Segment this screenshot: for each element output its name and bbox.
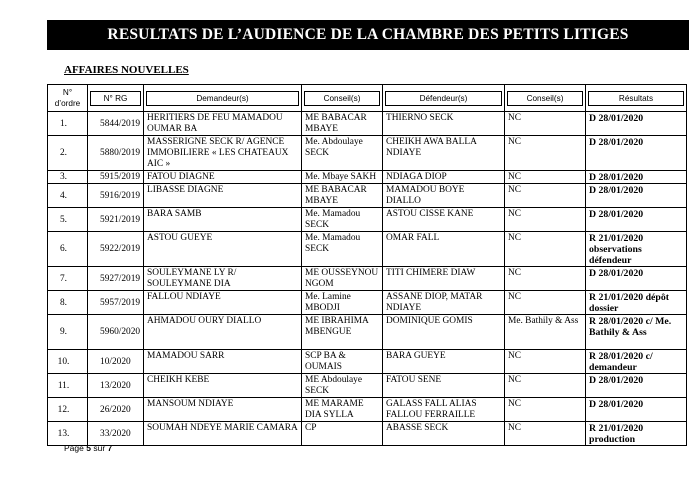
- cell-demandeur: FALLOU NDIAYE: [144, 291, 302, 315]
- cell-conseil-demandeur: ME Abdoulaye SECK: [302, 374, 383, 398]
- cell-defendeur: OMAR FALL: [383, 232, 505, 267]
- cell-demandeur: MANSOUM NDIAYE: [144, 398, 302, 422]
- cell-conseil-demandeur: ME MARAME DIA SYLLA: [302, 398, 383, 422]
- cell-conseil-defendeur: NC: [505, 350, 586, 374]
- page-of-label: sur: [93, 443, 106, 453]
- cell-rg: 5957/2019: [88, 291, 144, 315]
- cell-conseil-demandeur: Me. Abdoulaye SECK: [302, 136, 383, 171]
- cell-order: 2.: [48, 136, 88, 171]
- cell-demandeur: FATOU DIAGNE: [144, 171, 302, 184]
- cell-resultat: R 28/01/2020 c/ Me. Bathily & Ass: [586, 315, 687, 350]
- cell-demandeur: SOULEYMANE LY R/ SOULEYMANE DIA: [144, 267, 302, 291]
- table-row: [48, 267, 687, 291]
- cell-defendeur: TITI CHIMERE DIAW: [383, 267, 505, 291]
- page-label: Page: [64, 443, 84, 453]
- cell-demandeur: CHEIKH KEBE: [144, 374, 302, 398]
- cell-defendeur: ABASSE SECK: [383, 422, 505, 446]
- cell-conseil-defendeur: NC: [505, 208, 586, 232]
- cell-resultat: D 28/01/2020: [586, 136, 687, 171]
- cell-conseil-defendeur: NC: [505, 136, 586, 171]
- cell-conseil-demandeur: CP: [302, 422, 383, 446]
- cell-order: 11.: [48, 374, 88, 398]
- cell-conseil-demandeur: ME BABACAR MBAYE: [302, 112, 383, 136]
- table-row: [48, 398, 687, 422]
- col-header-label: Conseil(s): [507, 91, 583, 106]
- col-header-label: N° d’ordre: [54, 88, 81, 108]
- cell-rg: 5844/2019: [88, 112, 144, 136]
- cell-rg: 5927/2019: [88, 267, 144, 291]
- cell-conseil-demandeur: SCP BA & OUMAIS: [302, 350, 383, 374]
- cell-conseil-defendeur: NC: [505, 184, 586, 208]
- table-row: [48, 112, 687, 136]
- cell-order: 1.: [48, 112, 88, 136]
- results-table: [47, 84, 687, 446]
- cell-order: 12.: [48, 398, 88, 422]
- cell-conseil-defendeur: NC: [505, 398, 586, 422]
- cell-order: 8.: [48, 291, 88, 315]
- cell-resultat: D 28/01/2020: [586, 171, 687, 184]
- cell-rg: 5922/2019: [88, 232, 144, 267]
- cell-defendeur: BARA GUEYE: [383, 350, 505, 374]
- table-row: [48, 350, 687, 374]
- cell-resultat: D 28/01/2020: [586, 112, 687, 136]
- cell-demandeur: HERITIERS DE FEU MAMADOU OUMAR BA: [144, 112, 302, 136]
- section-title: AFFAIRES NOUVELLES: [64, 64, 189, 76]
- cell-conseil-demandeur: ME BABACAR MBAYE: [302, 184, 383, 208]
- col-header-defendeur: [383, 85, 505, 112]
- col-header-resultats: [586, 85, 687, 112]
- cell-conseil-defendeur: NC: [505, 422, 586, 446]
- cell-demandeur: ASTOU GUEYE: [144, 232, 302, 267]
- col-header-label: Résultats: [588, 91, 684, 106]
- table-row: [48, 171, 687, 184]
- cell-demandeur: MASSERIGNE SECK R/ AGENCE IMMOBILIERE « LES CHATEAUX AIC »: [144, 136, 302, 171]
- table-row: [48, 208, 687, 232]
- cell-rg: 13/2020: [88, 374, 144, 398]
- cell-order: 6.: [48, 232, 88, 267]
- cell-conseil-demandeur: Me. Mamadou SECK: [302, 232, 383, 267]
- cell-conseil-defendeur: NC: [505, 267, 586, 291]
- cell-order: 13.: [48, 422, 88, 446]
- cell-conseil-defendeur: NC: [505, 112, 586, 136]
- cell-order: 10.: [48, 350, 88, 374]
- cell-rg: 5960/2020: [88, 315, 144, 350]
- col-header-rg: [88, 85, 144, 112]
- page-footer: [64, 443, 112, 453]
- cell-conseil-defendeur: NC: [505, 232, 586, 267]
- cell-defendeur: MAMADOU BOYE DIALLO: [383, 184, 505, 208]
- cell-resultat: D 28/01/2020: [586, 267, 687, 291]
- cell-resultat: D 28/01/2020: [586, 208, 687, 232]
- col-header-conseil-demandeur: [302, 85, 383, 112]
- cell-rg: 5915/2019: [88, 171, 144, 184]
- cell-defendeur: NDIAGA DIOP: [383, 171, 505, 184]
- table-header-row: [48, 85, 687, 112]
- cell-resultat: R 21/01/2020 production: [586, 422, 687, 446]
- cell-rg: 33/2020: [88, 422, 144, 446]
- document-title: RESULTATS DE L’AUDIENCE DE LA CHAMBRE DES PETITS LITIGES: [107, 26, 629, 43]
- col-header-demandeur: [144, 85, 302, 112]
- table-row: [48, 291, 687, 315]
- cell-demandeur: AHMADOU OURY DIALLO: [144, 315, 302, 350]
- cell-order: 5.: [48, 208, 88, 232]
- cell-conseil-defendeur: NC: [505, 171, 586, 184]
- cell-conseil-defendeur: Me. Bathily & Ass: [505, 315, 586, 350]
- cell-conseil-demandeur: ME OUSSEYNOU NGOM: [302, 267, 383, 291]
- cell-resultat: D 28/01/2020: [586, 398, 687, 422]
- table-row: [48, 315, 687, 350]
- table-row: [48, 422, 687, 446]
- cell-defendeur: ASTOU CISSE KANE: [383, 208, 505, 232]
- cell-rg: 5921/2019: [88, 208, 144, 232]
- cell-defendeur: THIERNO SECK: [383, 112, 505, 136]
- cell-resultat: R 21/01/2020 observations défendeur: [586, 232, 687, 267]
- col-header-label: Demandeur(s): [146, 91, 299, 106]
- cell-rg: 5880/2019: [88, 136, 144, 171]
- cell-defendeur: DOMINIQUE GOMIS: [383, 315, 505, 350]
- cell-conseil-demandeur: ME IBRAHIMA MBENGUE: [302, 315, 383, 350]
- cell-order: 7.: [48, 267, 88, 291]
- cell-demandeur: SOUMAH NDEYE MARIE CAMARA: [144, 422, 302, 446]
- cell-resultat: R 21/01/2020 dépôt dossier: [586, 291, 687, 315]
- table-row: [48, 136, 687, 171]
- cell-conseil-demandeur: Me. Lamine MBODJI: [302, 291, 383, 315]
- cell-defendeur: ASSANE DIOP, MATAR NDIAYE: [383, 291, 505, 315]
- col-header-label: N° RG: [90, 91, 141, 106]
- cell-defendeur: GALASS FALL ALIAS FALLOU FERRAILLE: [383, 398, 505, 422]
- col-header-conseil-defendeur: [505, 85, 586, 112]
- col-header-label: Défendeur(s): [385, 91, 502, 106]
- col-header-order: [48, 85, 88, 112]
- cell-order: 3.: [48, 171, 88, 184]
- col-header-label: Conseil(s): [304, 91, 380, 106]
- cell-resultat: D 28/01/2020: [586, 374, 687, 398]
- cell-conseil-defendeur: NC: [505, 291, 586, 315]
- cell-demandeur: MAMADOU SARR: [144, 350, 302, 374]
- table-row: [48, 184, 687, 208]
- cell-demandeur: LIBASSE DIAGNE: [144, 184, 302, 208]
- page-total: 7: [107, 443, 113, 453]
- cell-rg: 26/2020: [88, 398, 144, 422]
- table-row: [48, 374, 687, 398]
- cell-rg: 10/2020: [88, 350, 144, 374]
- cell-order: 4.: [48, 184, 88, 208]
- cell-order: 9.: [48, 315, 88, 350]
- cell-resultat: D 28/01/2020: [586, 184, 687, 208]
- cell-conseil-demandeur: Me. Mamadou SECK: [302, 208, 383, 232]
- page-number: 5: [86, 443, 91, 453]
- cell-rg: 5916/2019: [88, 184, 144, 208]
- cell-resultat: R 28/01/2020 c/ demandeur: [586, 350, 687, 374]
- document-title-banner: [47, 20, 689, 50]
- cell-demandeur: BARA SAMB: [144, 208, 302, 232]
- cell-conseil-demandeur: Me. Mbaye SAKH: [302, 171, 383, 184]
- cell-conseil-defendeur: NC: [505, 374, 586, 398]
- cell-defendeur: FATOU SENE: [383, 374, 505, 398]
- cell-defendeur: CHEIKH AWA BALLA NDIAYE: [383, 136, 505, 171]
- table-row: [48, 232, 687, 267]
